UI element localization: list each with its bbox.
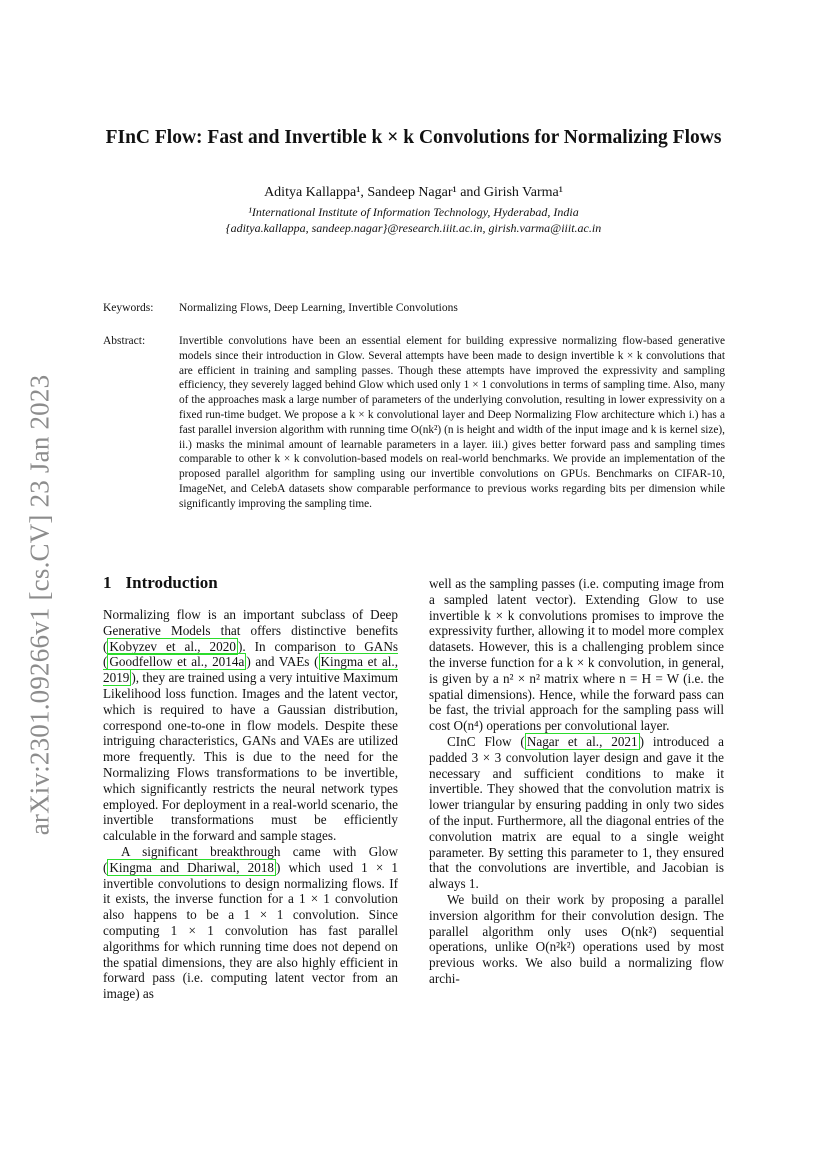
paragraph: CInC Flow ( Nagar et al., 2021 ) introduced a padded 3 × 3 convolution layer design and gave it the necessary and sufficient conditions to make it invertible. They showed that the convolution matrix is lower triangular by ensuring padding in only two sides of the input. Furthermore, all the diagonal entries of the convolution matrix are equal to a single weight parameter. By setting this parameter to 1, they ensured that the convolutions are invertible, and Jacobian is always 1. [429, 733, 724, 892]
citation-link[interactable]: Kingma and Dhariwal, 2018 [109, 859, 275, 875]
keywords-label: Keywords: [103, 302, 154, 314]
arxiv-side-stamp [20, 360, 60, 850]
emails: {aditya.kallappa, sandeep.nagar}@research.iiit.ac.in, girish.varma@iiit.ac.in [225, 221, 602, 235]
paper-title: FInC Flow: Fast and Invertible k × k Convolutions for Normalizing Flows [105, 127, 722, 148]
citation-link[interactable]: Kingma et al., 2019 [103, 654, 399, 686]
section-number: 1 [103, 573, 112, 592]
paragraph: We build on their work by proposing a parallel inversion algorithm for their convolution design. The parallel algorithm only uses O(nk²) sequential operations, unlike O(n²k²) operations used by most previous works. We also build a normalizing flow archi- [429, 891, 724, 986]
citation-link[interactable]: Nagar et al., 2021 [526, 733, 638, 749]
authors: Aditya Kallappa¹, Sandeep Nagar¹ and Girish Varma¹ [264, 185, 563, 200]
paragraph: A significant breakthrough came with Glow ( Kingma and Dhariwal, 2018 ) which used 1 × 1 invertible convolutions to design normalizing flows. If it exists, the inverse function for a 1 × 1 convolution also happens to be a 1 × 1 convolution. Since computing 1 × 1 convolution has fast parallel algorithms for which running time does not depend on the spatial dimensions, they are also highly efficient in forward pass (i.e. computing latent vector from an image) as [103, 843, 398, 1002]
section-heading [103, 573, 218, 593]
abstract: Invertible convolutions have been an essential element for building expressive normalizing flow-based generative models since their introduction in Glow. Several attempts have been made to design invertible k × k convolutions that are efficient in training and sampling passes. Though these attempts have improved the expressivity and sampling efficiency, they severely lagged behind Glow which used only 1 × 1 convolutions in terms of sampling time. Also, many of the approaches mask a large number of parameters of the underlying convolution, resulting in lower expressivity on a fixed run-time budget. We propose a k × k convolutional layer and Deep Normalizing Flow architecture which i.) has a fast parallel inversion algorithm with running time O(nk²) (n is height and width of the input image and k is kernel size), ii.) masks the minimal amount of learnable parameters in a layer. iii.) gives better forward pass and sampling times comparable to other k × k convolution-based models on real-world benchmarks. We provide an implementation of the proposed parallel algorithm for sampling using our invertible convolutions on GPUs. Benchmarks on CIFAR-10, ImageNet, and CelebA datasets show comparable performance to previous works regarding bits per dimension while significantly improving the sampling time. [179, 335, 725, 510]
paragraph: well as the sampling passes (i.e. computing image from a sampled latent vector). Extending Glow to use invertible k × k convolutions promises to improve the expressivity further, allowing it to model more complex datasets. However, this is a challenging problem since the inverse function for a k × k convolution, in general, is given by a n² × n² matrix where n = H = W (i.e. the spatial dimensions). Hence, while the forward pass can be fast, the trivial approach for the sampling pass will cost O(n⁴) operations per convolutional layer. [429, 576, 724, 734]
keywords: Normalizing Flows, Deep Learning, Invertible Convolutions [179, 302, 458, 314]
paragraph: Normalizing flow is an important subclass of Deep Generative Models that offers distinctive benefits ( Kobyzev et al., 2020 ). In comparison to GANs ( Goodfellow et al., 2014a ) and VAEs ( Kingma et al., 2019 ), they are trained using a very intuitive Maximum Likelihood loss function. Images and the latent vector, which is required to have a Gaussian distribution, correspond one-to-one in flow models. Despite these intriguing characteristics, GANs and VAEs are utilized more frequently. This is due to the need for the Normalizing Flows transformations to be invertible, which significantly restricts the neural network types employed. For deployment in a real-world scenario, the invertible transformations must be efficiently calculable in the forward and sample stages. [103, 607, 399, 844]
right-column [429, 576, 724, 987]
section-title: Introduction [125, 573, 218, 592]
abstract-label: Abstract: [103, 335, 146, 347]
citation-link[interactable]: Kobyzev et al., 2020 [109, 638, 236, 654]
citation-link[interactable]: Goodfellow et al., 2014a [109, 654, 245, 670]
left-column [103, 607, 398, 1002]
arxiv-stamp-text: arXiv:2301.09266v1 [cs.CV] 23 Jan 2023 [24, 374, 55, 836]
affiliation: ¹International Institute of Information Technology, Hyderabad, India [248, 205, 579, 219]
